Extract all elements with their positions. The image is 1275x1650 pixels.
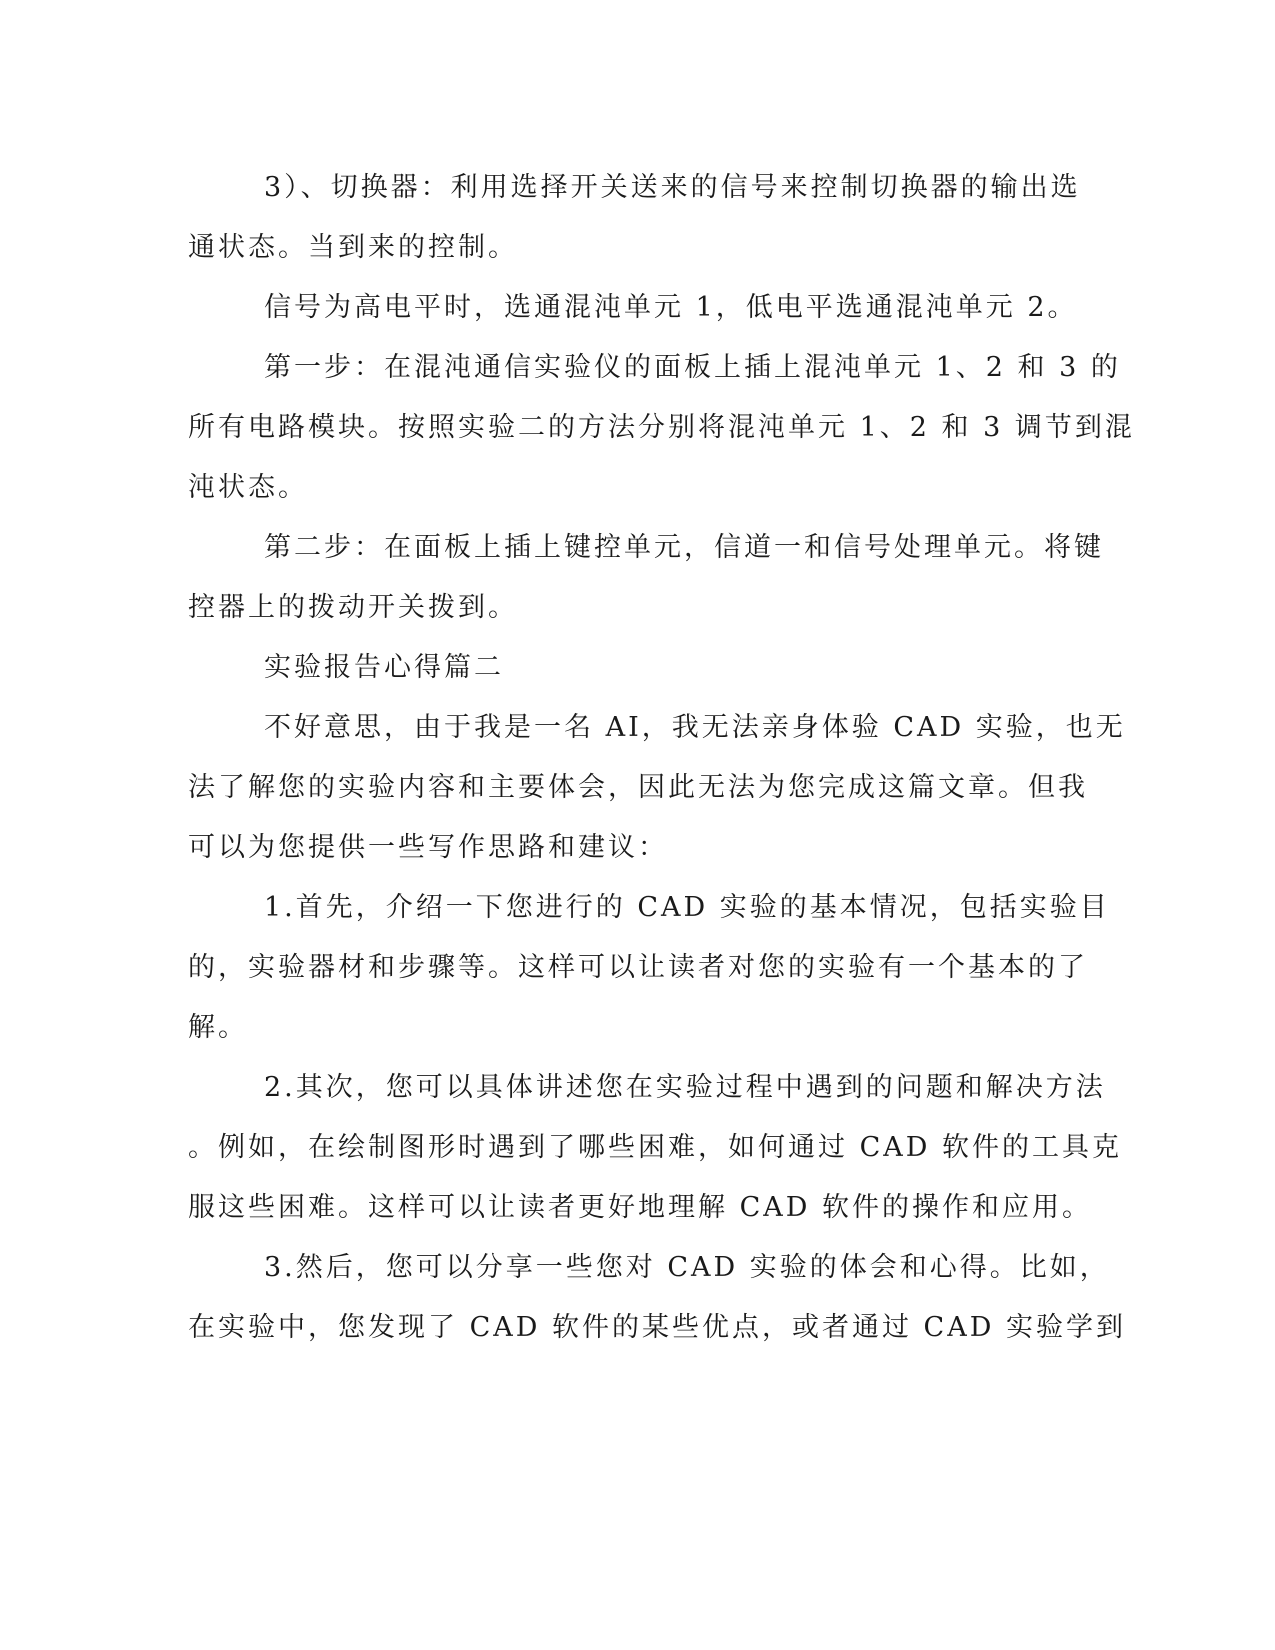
text-line: 控器上的拨动开关拨到。: [188, 592, 518, 623]
text-line: 。例如，在绘制图形时遇到了哪些困难，如何通过 CAD 软件的工具克: [188, 1132, 1122, 1163]
section-heading: 实验报告心得篇二: [264, 652, 504, 683]
text-line: 不好意思，由于我是一名 AI，我无法亲身体验 CAD 实验，也无: [264, 712, 1126, 743]
text-line: 的，实验器材和步骤等。这样可以让读者对您的实验有一个基本的了: [188, 952, 1088, 983]
text-line: 通状态。当到来的控制。: [188, 232, 518, 263]
text-line: 第一步：在混沌通信实验仪的面板上插上混沌单元 1、2 和 3 的: [264, 352, 1121, 383]
text-line: 服这些困难。这样可以让读者更好地理解 CAD 软件的操作和应用。: [188, 1192, 1092, 1223]
text-line: 沌状态。: [188, 472, 308, 503]
text-line: 解。: [188, 1012, 248, 1043]
text-line: 法了解您的实验内容和主要体会，因此无法为您完成这篇文章。但我: [188, 772, 1088, 803]
document-body: [188, 158, 1135, 1358]
text-line: 第二步：在面板上插上键控单元，信道一和信号处理单元。将键: [264, 532, 1104, 563]
text-line: 可以为您提供一些写作思路和建议：: [188, 832, 668, 863]
text-line: 3.然后，您可以分享一些您对 CAD 实验的体会和心得。比如，: [264, 1252, 1110, 1283]
text-line: 2.其次，您可以具体讲述您在实验过程中遇到的问题和解决方法: [264, 1072, 1106, 1103]
text-line: 在实验中，您发现了 CAD 软件的某些优点，或者通过 CAD 实验学到: [188, 1312, 1126, 1343]
text-line: 3）、切换器：利用选择开关送来的信号来控制切换器的输出选: [264, 172, 1081, 203]
text-line: 1.首先，介绍一下您进行的 CAD 实验的基本情况，包括实验目: [264, 892, 1110, 923]
text-line: 信号为高电平时，选通混沌单元 1，低电平选通混沌单元 2。: [264, 292, 1078, 323]
text-line: 所有电路模块。按照实验二的方法分别将混沌单元 1、2 和 3 调节到混: [188, 412, 1135, 443]
